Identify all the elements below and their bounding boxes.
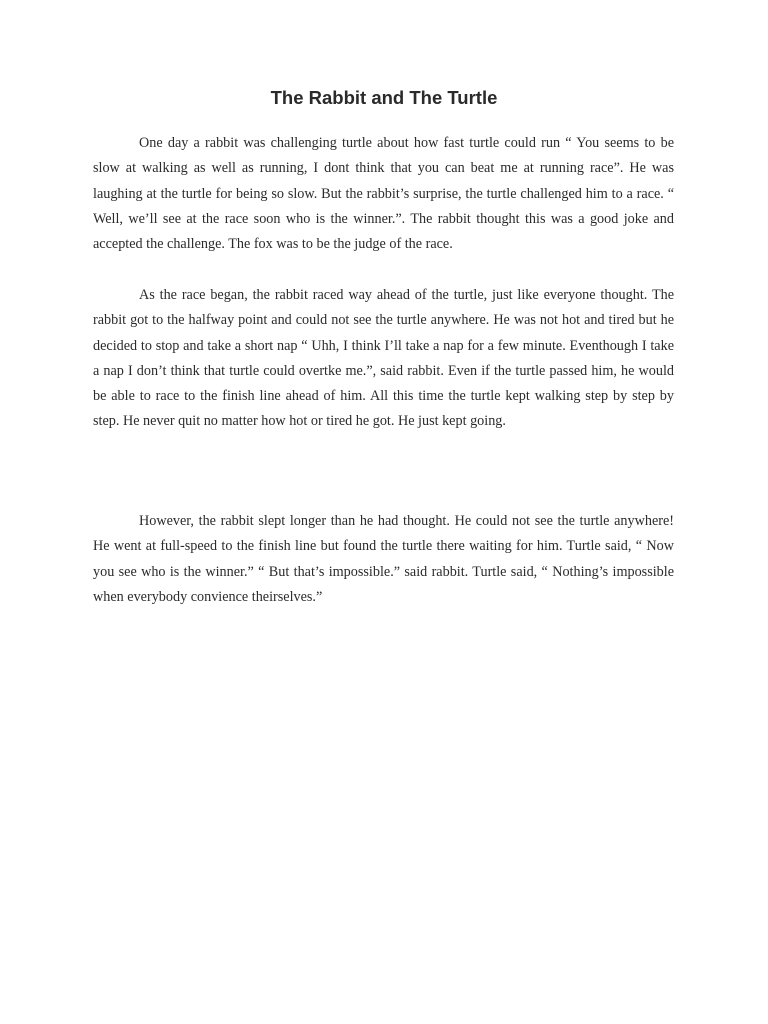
paragraph-1: One day a rabbit was challenging turtle about how fast turtle could run “ You seems to be slow at walking as well as running, I dont think that you can beat me at running race”. He was laughing at the turtle for being so slow. But the rabbit’s surprise, the turtle challenged him to a race. “ Well, we’ll see at the race soon who is the winner.”. The rabbit thought this was a good joke and accepted the challenge. The fox was to be the judge of the race. [93, 135, 674, 253]
paragraph-2: As the race began, the rabbit raced way ahead of the turtle, just like everyone thought. The rabbit got to the halfway point and could not see the turtle anywhere. He was not hot and tired but he decided to stop and take a short nap “ Uhh, I think I’ll take a nap for a few minute. Eventhough I take a nap I don’t think that turtle could overtke me.”, said rabbit. Even if the turtle passed him, he would be able to race to the finish line ahead of him. All this time the turtle kept walking step by step by step. He never quit no matter how hot or tired he got. He just kept going. [93, 287, 674, 430]
document-title: The Rabbit and The Turtle [270, 87, 498, 108]
paragraph-3: However, the rabbit slept longer than he had thought. He could not see the turtle anywhere! He went at full-speed to the finish line but found the turtle there waiting for him. Turtle said, “ Now you see who is the winner.” “ But that’s impossible.” said rabbit. Turtle said, “ Nothing’s impossible when everybody convience theirselves.” [93, 513, 674, 605]
